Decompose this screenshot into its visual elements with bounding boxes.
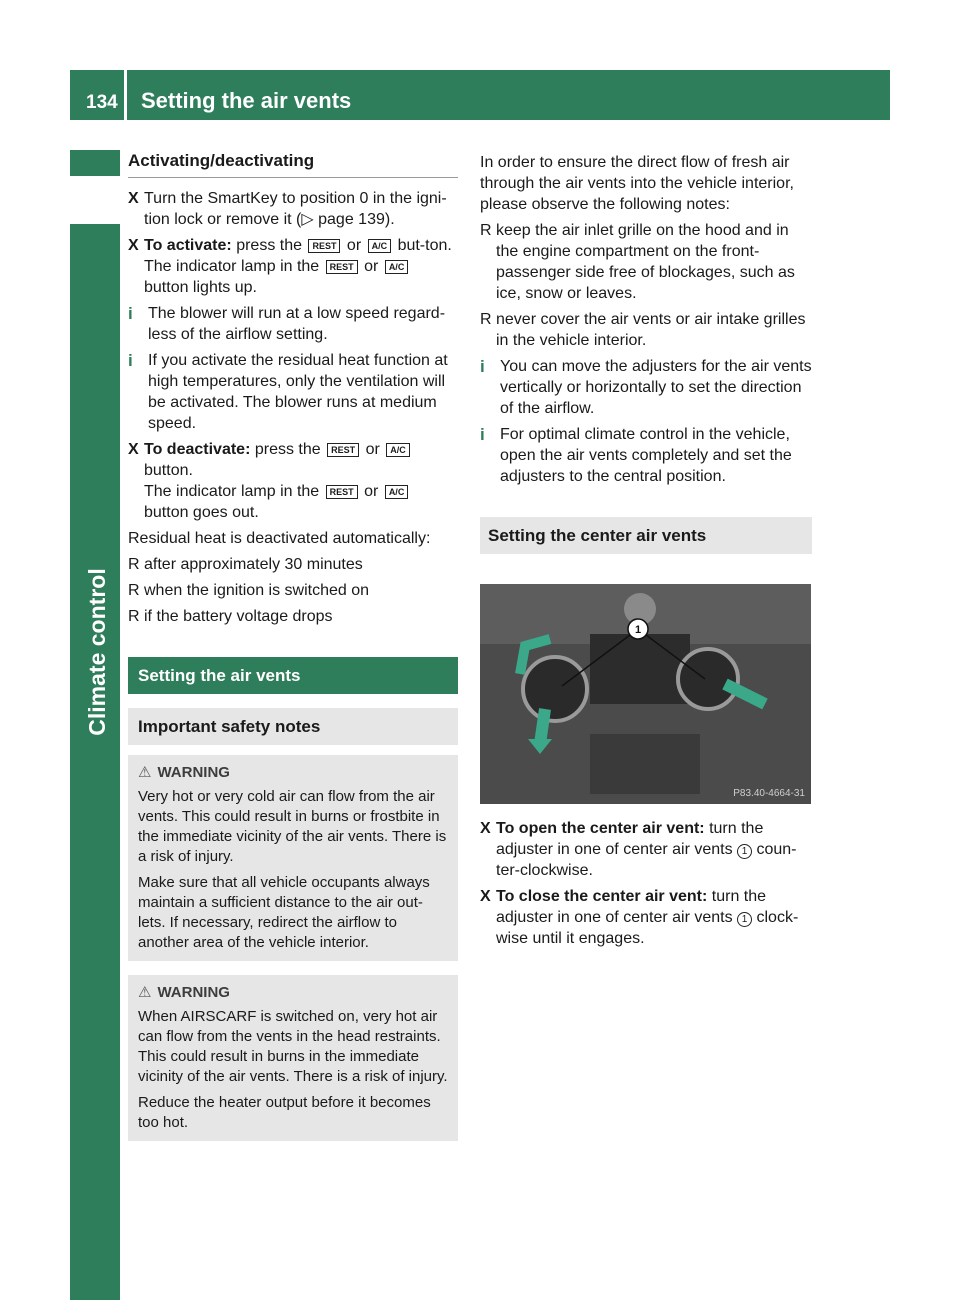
warning-triangle-icon: ⚠ [138,984,152,1001]
center-vents-photo [480,584,811,804]
step-text-part: The indicator lamp in the [144,258,320,275]
warning-text: When AIRSCARF is switched on, very hot air can flow from the vents in the head restraints. This could result in burns in the immediate vicinity of the air vents. There is a risk of injury. [138,1008,448,1085]
warning-box [128,755,458,961]
step-text-part: clock-wise until it engages. [496,909,799,947]
step-text-part: press the [236,237,302,254]
rest-button-icon: REST [326,485,358,499]
subsection-banner: Important safety notes [128,708,458,745]
step-marker-icon: X [480,820,491,837]
list-item [128,580,458,601]
rest-button-icon: REST [327,443,359,457]
step-marker-icon: X [128,237,139,254]
photo-code: P83.40-4664-31 [733,788,805,799]
step-text-part: or [346,237,362,254]
warning-label: WARNING [157,764,230,781]
page-title: Setting the air vents [141,88,352,113]
header-divider [124,70,127,120]
warning-text: Make sure that all vehicle occupants always maintain a sufficient distance to the air out-lets. If necessary, redirect the airflow to another area of the vehicle interior. [138,874,430,951]
step-text-part: button goes out. [144,504,259,521]
right-column [480,152,812,554]
callout-number: 1 [634,624,642,636]
step-text: Turn the SmartKey to position 0 in the igni-tion lock or remove it (▷ page 139). [144,190,447,228]
section-banner: Setting the center air vents [480,517,812,554]
step-text-part: The indicator lamp in the [144,483,320,500]
step-label: To close the center air vent: [496,888,708,905]
step-text-part: or [364,258,379,275]
step-text [144,439,458,523]
step-text-part: turn the adjuster in one of center air vents [496,888,767,926]
info-text: If you activate the residual heat function at high temperatures, only the ventilation will be activated. The blower runs at medium speed. [148,352,448,432]
section-heading: Activating/deactivating [128,150,458,178]
page-number: 134 [86,92,118,113]
info-text: You can move the adjusters for the air vents vertically or horizontally to set the direction of the airflow. [500,358,812,417]
step-text-part: turn the adjuster in one of center air vents [496,820,764,858]
info-icon: i [480,357,485,376]
list-item [128,606,458,627]
step-marker-icon: X [480,888,491,905]
bullet-icon: R [128,582,140,599]
residual-text: Residual heat is deactivated automatically: [128,530,431,547]
list-item [480,309,812,351]
info-text: The blower will run at a low speed regard-less of the airflow setting. [148,305,446,343]
step [480,818,812,881]
info-icon: i [480,425,485,444]
list-item [480,220,812,304]
list-item [128,554,458,575]
step-marker-icon: X [128,441,139,458]
rest-button-icon: REST [326,260,358,274]
warning-header [138,763,448,783]
step-marker-icon: X [128,190,139,207]
step [128,235,458,298]
step-label: To open the center air vent: [496,820,705,837]
bullet-icon: R [480,311,492,328]
bullet-icon: R [128,556,140,573]
step-text-part: press the [254,441,321,458]
ac-button-icon: A/C [385,260,409,274]
step-text-part: button. [144,462,193,479]
intro-text: In order to ensure the direct flow of fresh air through the air vents into the vehicle interior, please observe the following notes: [480,154,794,213]
warning-header [138,983,448,1003]
step-text-part: or [365,441,380,458]
callout-ref-icon: 1 [737,844,752,859]
step-text [144,235,458,298]
step-text-part: coun-ter-clockwise. [496,841,797,879]
list-text: after approximately 30 minutes [144,556,363,573]
section-banner: Setting the air vents [128,657,458,694]
side-section-label: Climate control [83,568,110,736]
side-tab-marker [70,176,120,224]
info-icon: i [128,351,133,370]
step [128,439,458,523]
step [128,188,458,230]
callout-ref-icon: 1 [737,912,752,927]
step [480,886,812,949]
step-text [496,818,812,881]
info-icon: i [128,304,133,323]
step-text-part: or [364,483,379,500]
rest-button-icon: REST [308,239,340,253]
list-text: when the ignition is switched on [144,582,370,599]
left-column [128,150,458,1141]
list-text: never cover the air vents or air intake grilles in the vehicle interior. [496,311,806,349]
warning-label: WARNING [157,984,230,1001]
info-note [480,356,812,419]
bullet-icon: R [128,608,140,625]
step-label: To activate: [144,237,232,254]
step-text [496,886,812,949]
dashboard-illustration [480,584,811,804]
right-steps [480,818,812,954]
ac-button-icon: A/C [386,443,410,457]
step-text-part: but-ton. [397,237,452,254]
info-note [128,350,458,434]
warning-text: Reduce the heater output before it becomes too hot. [138,1094,431,1131]
ac-button-icon: A/C [385,485,409,499]
info-note [480,424,812,487]
bullet-icon: R [480,222,492,239]
list-text: if the battery voltage drops [144,608,333,625]
warning-box [128,975,458,1141]
info-note [128,303,458,345]
info-text: For optimal climate control in the vehicle, open the air vents completely and set the adjusters to the central position. [500,426,792,485]
list-text: keep the air inlet grille on the hood and in the engine compartment on the front-passenger side free of blockages, such as ice, snow or leaves. [496,222,795,302]
warning-triangle-icon: ⚠ [138,764,152,781]
ac-button-icon: A/C [368,239,392,253]
step-text-part: button lights up. [144,279,257,296]
warning-text: Very hot or very cold air can flow from the air vents. This could result in burns or frostbite in the immediate vicinity of the air vents. There is a risk of injury. [138,788,447,865]
step-label: To deactivate: [144,441,251,458]
